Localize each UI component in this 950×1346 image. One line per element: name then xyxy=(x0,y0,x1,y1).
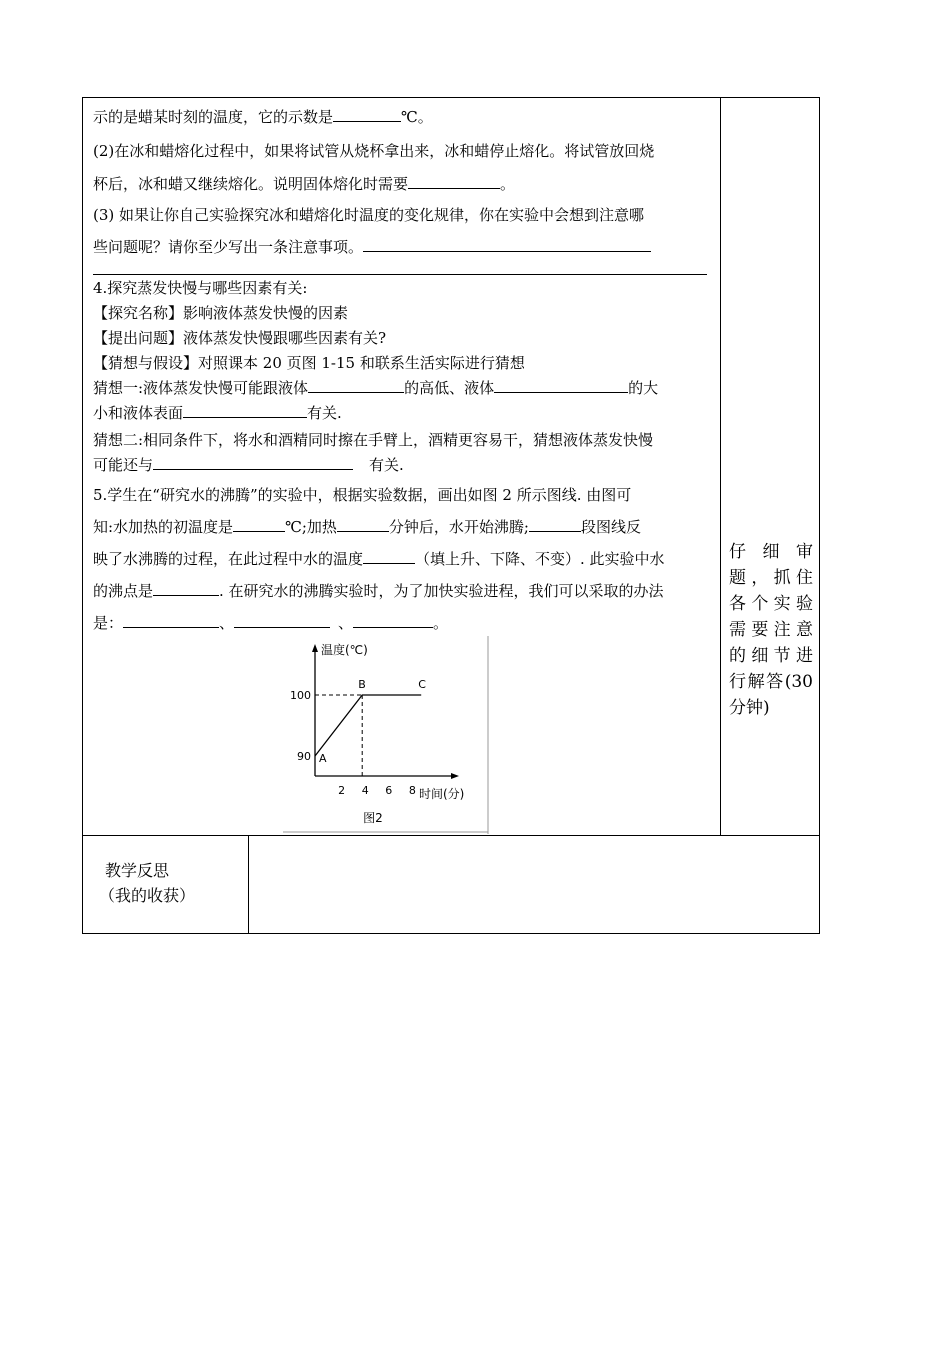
s5-text: 段图线反 xyxy=(580,518,641,536)
answer-blank[interactable] xyxy=(333,105,401,122)
s3-line3a: (3) 如果让你自己实验探究冰和蜡熔化时温度的变化规律，你在实验中会想到注意哪 xyxy=(93,206,645,224)
x-axis-label: 时间(分) xyxy=(419,787,465,801)
reflection-sublabel: （我的收获） xyxy=(99,886,196,905)
side-note: 仔细审题，抓住各个实验需要注意的细节进行解答(30分钟) xyxy=(729,542,813,718)
s5-text: （填上升、下降、不变）. 此实验中水 xyxy=(415,550,665,568)
answer-blank[interactable] xyxy=(308,376,404,393)
s4-text: 的大 xyxy=(628,379,659,397)
s3-line2a: (2)在冰和蜡熔化过程中，如果将试管从烧杯拿出来，冰和蜡停止熔化。将试管放回烧 xyxy=(93,142,655,160)
answer-blank[interactable] xyxy=(153,453,353,470)
answer-blank[interactable] xyxy=(233,515,285,532)
x-tick-label: 6 xyxy=(385,784,393,797)
boiling-chart xyxy=(283,636,489,835)
answer-blank[interactable] xyxy=(234,611,330,628)
point-label: A xyxy=(319,752,327,765)
y-tick-label: 100 xyxy=(290,689,311,702)
y-axis-arrow xyxy=(312,644,318,652)
answer-blank[interactable] xyxy=(529,515,581,532)
s5-text: 的沸点是 xyxy=(93,582,154,600)
s5-text: 映了水沸腾的过程，在此过程中水的温度 xyxy=(93,550,364,568)
s5-sep: 、 xyxy=(338,614,354,632)
x-tick-label: 4 xyxy=(361,784,369,797)
boiling-curve xyxy=(315,695,421,756)
s5-end: 。 xyxy=(433,614,449,632)
main-content-cell xyxy=(83,98,721,836)
s4-text: 有关. xyxy=(369,456,404,474)
s5-text: 知:水加热的初温度是 xyxy=(93,518,234,536)
s5-text: 是： xyxy=(93,614,124,632)
s4-guess1-line2 xyxy=(93,401,713,426)
worksheet xyxy=(82,97,819,932)
s4-guess2-line1: 猜想二:相同条件下，将水和酒精同时擦在手臂上，酒精更容易干，猜想液体蒸发快慢 xyxy=(93,431,654,449)
side-note-cell xyxy=(721,98,820,836)
s5-sep: 、 xyxy=(219,614,235,632)
s4-name: 【探究名称】影响液体蒸发快慢的因素 xyxy=(93,304,349,322)
s4-text: 有关. xyxy=(307,404,342,422)
s4-title: 4.探究蒸发快慢与哪些因素有关: xyxy=(93,279,308,297)
s4-text: 可能还与 xyxy=(93,456,154,474)
s5-line1: 5.学生在“研究水的沸腾”的实验中，根据实验数据，画出如图 2 所示图线. 由图可 xyxy=(93,486,632,504)
point-label: B xyxy=(358,678,366,691)
answer-blank[interactable] xyxy=(494,376,628,393)
s5-line4 xyxy=(93,575,713,608)
y-tick-label: 90 xyxy=(297,750,311,763)
reflection-label-cell xyxy=(83,836,249,934)
s5-line3 xyxy=(93,543,713,576)
answer-blank[interactable] xyxy=(363,235,651,252)
s5-text: ℃;加热 xyxy=(285,518,337,536)
x-axis-arrow xyxy=(451,773,459,779)
s3-line1 xyxy=(93,101,713,134)
answer-blank[interactable] xyxy=(153,579,219,596)
s4-text: 的高低、液体 xyxy=(404,379,495,397)
s3-line2b xyxy=(93,168,713,201)
s4-hypothesis: 【猜想与假设】对照课本 20 页图 1-15 和联系生活实际进行猜想 xyxy=(93,354,525,372)
s4-text: 小和液体表面 xyxy=(93,404,184,422)
boiling-chart-svg xyxy=(283,636,489,835)
s5-text: . 在研究水的沸腾实验时，为了加快实验进程，我们可以采取的办法 xyxy=(219,582,664,600)
s4-text: 猜想一:液体蒸发快慢可能跟液体 xyxy=(93,379,309,397)
s3-end: 。 xyxy=(500,175,516,193)
y-axis-label: 温度(℃) xyxy=(321,643,368,657)
answer-blank[interactable] xyxy=(353,611,433,628)
answer-blank[interactable] xyxy=(408,172,500,189)
main-content xyxy=(83,98,720,835)
s5-text: 分钟后，水开始沸腾; xyxy=(388,518,529,536)
answer-blank[interactable] xyxy=(183,401,307,418)
s5-line2 xyxy=(93,511,713,544)
answer-blank[interactable] xyxy=(337,515,389,532)
divider-line xyxy=(93,274,707,275)
reflection-answer-cell[interactable] xyxy=(249,836,820,934)
answer-blank[interactable] xyxy=(363,547,415,564)
s3-line3b xyxy=(93,231,713,264)
chart-caption: 图2 xyxy=(363,811,383,825)
s3-text: 杯后，冰和蜡又继续熔化。说明固体熔化时需要 xyxy=(93,175,409,193)
reflection-label: 教学反思 xyxy=(105,861,170,880)
s4-question: 【提出问题】液体蒸发快慢跟哪些因素有关? xyxy=(93,329,387,347)
point-label: C xyxy=(418,678,426,691)
worksheet-table xyxy=(82,97,820,934)
x-tick-label: 8 xyxy=(408,784,416,797)
s3-unit: ℃。 xyxy=(401,108,433,126)
s3-text: 示的是蜡某时刻的温度，它的示数是 xyxy=(93,108,334,126)
s4-guess1-line1 xyxy=(93,376,713,401)
s4-guess2-line2 xyxy=(93,453,713,478)
answer-blank[interactable] xyxy=(123,611,219,628)
s3-text: 些问题呢？请你至少写出一条注意事项。 xyxy=(93,238,364,256)
x-tick-label: 2 xyxy=(338,784,346,797)
